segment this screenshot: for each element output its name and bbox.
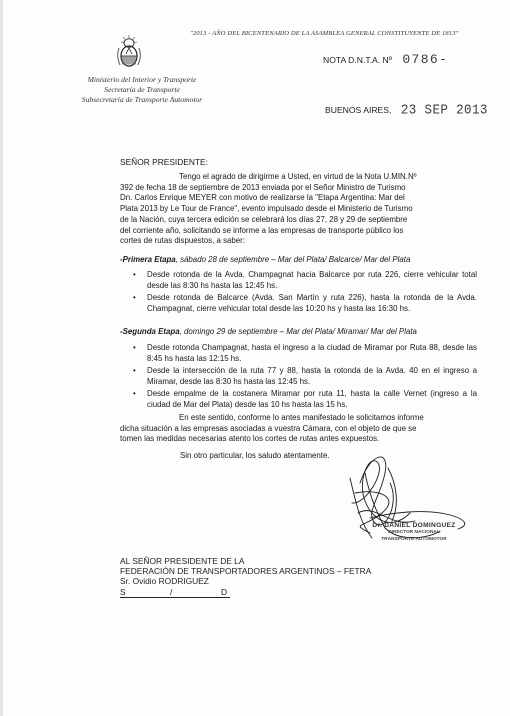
national-coat-of-arms-icon bbox=[114, 34, 144, 70]
list-item-text: Desde rotonda de la Avda. Champagnat hacia Balcarce por ruta 226, cierre vehicular total desde las 8:30 hs hasta las 12:45 hs. bbox=[147, 270, 477, 290]
intro-line: cortes de rutas dispuestos, a saber: bbox=[120, 236, 246, 246]
list-item bbox=[133, 270, 477, 291]
closing-line: dicha situación a las empresas asociadas a vuestra Cámara, con el objeto de que se bbox=[120, 423, 417, 433]
stage-one-title: -Primera Etapa bbox=[120, 255, 176, 264]
intro-line: Tengo el agrado de dirigirme a Usted, en virtud de la Nota U.MIN.Nº bbox=[179, 172, 417, 181]
intro-paragraph bbox=[120, 172, 477, 247]
list-item bbox=[133, 366, 477, 387]
list-item-text: Desde empalme de la costanera Miramar por ruta 11, hasta la calle Vernet (ingreso a la ciudad de Mar del Plata) desde las 10 hs hasta las 15 hs. bbox=[147, 389, 477, 409]
sd-slash: / bbox=[170, 587, 173, 597]
intro-line: del corriente año, solicitando se informe a las empresas de transporte público los bbox=[120, 225, 404, 235]
list-item bbox=[133, 343, 477, 364]
sd-d: D bbox=[221, 587, 228, 597]
recipient-block bbox=[120, 557, 371, 587]
scan-edge bbox=[0, 0, 3, 716]
su-despacho-line bbox=[120, 587, 230, 598]
stage-two-list bbox=[133, 343, 477, 412]
bullet-icon: • bbox=[133, 293, 136, 303]
intro-line: 392 de fecha 18 de septiembre de 2013 enviada por el Señor Ministro de Turismo bbox=[120, 182, 406, 192]
ministry-letterhead bbox=[62, 75, 222, 106]
closing-line: tomen las medidas necesarias atento los cortes de rutas antes expuestos. bbox=[120, 434, 380, 444]
list-item bbox=[133, 389, 477, 410]
date-stamp: 23 SEP 2013 bbox=[400, 102, 488, 118]
intro-line: Plata 2013 by Le Tour de France", evento impulsado desde el Ministerio de Turismo bbox=[120, 204, 413, 214]
closing-paragraph bbox=[120, 413, 477, 445]
ministry-name: Ministerio del Interior y Transporte bbox=[87, 75, 197, 84]
intro-line: de la Nación, cuya tercera edición se celebrará los días 27, 28 y 29 de septiembre bbox=[120, 214, 408, 224]
note-reference bbox=[323, 51, 448, 67]
signatory-department: TRANSPORTE AUTOMOTOR bbox=[381, 537, 447, 542]
closing-line: En este sentido, conforme lo antes manifestado le solicitamos informe bbox=[179, 413, 424, 422]
list-item-text: Desde rotonda Champagnat, hasta el ingreso a la ciudad de Miramar por Ruta 88, desde las 8:45 hs hasta las 12:15 hs. bbox=[147, 343, 477, 363]
stage-one-heading bbox=[120, 255, 410, 264]
recipient-line: AL SEÑOR PRESIDENTE DE LA bbox=[120, 556, 245, 566]
list-item-text: Desde la intersección de la ruta 77 y 88, hasta la rotonda de la Avda. 40 en el ingreso a Miramar, desde las 8:30 hs hasta las 12:45 hs. bbox=[147, 366, 477, 386]
list-item-text: Desde rotonda de Balcarce (Avda. San Martín y ruta 226), hasta la rotonda de la Avda. Champagnat, cierre vehicular total desde las 10:20 hs y hasta las 16:30 hs. bbox=[147, 293, 477, 313]
stage-one-list bbox=[133, 270, 477, 316]
secretariat-name: Secretaría de Transporte bbox=[104, 85, 180, 95]
note-number-stamp: 0786- bbox=[402, 52, 449, 68]
bullet-icon: • bbox=[133, 366, 136, 376]
list-item bbox=[133, 293, 477, 314]
stage-two-heading bbox=[120, 327, 417, 336]
stage-one-detail: , sábado 28 de septiembre – Mar del Plata/ Balcarce/ Mar del Plata bbox=[175, 255, 411, 264]
bullet-icon: • bbox=[133, 270, 136, 279]
sign-off: Sin otro particular, los saludo atentamente. bbox=[180, 451, 330, 460]
salutation: SEÑOR PRESIDENTE: bbox=[120, 157, 208, 167]
recipient-line: Sr. Ovidio RODRIGUEZ bbox=[120, 575, 209, 586]
signatory-title: DIRECTOR NACIONAL bbox=[388, 530, 440, 535]
stage-two-detail: , domingo 29 de septiembre – Mar del Plata/ Miramar/ Mar del Plata bbox=[179, 327, 417, 336]
year-motto: "2013 - AÑO DEL BICENTENARIO DE LA ASAMBLEA GENERAL CONSTITUYENTE DE 1813" bbox=[190, 30, 459, 37]
recipient-line: FEDERACIÓN DE TRANSPORTADORES ARGENTINOS – FETRA bbox=[120, 565, 372, 576]
date-city: BUENOS AIRES, bbox=[325, 105, 392, 115]
bullet-icon: • bbox=[133, 389, 136, 399]
sd-s: S bbox=[120, 587, 126, 597]
date-line bbox=[325, 100, 488, 118]
signatory-stamp bbox=[364, 522, 464, 543]
signatory-name: Dr. DANIEL DOMINGUEZ bbox=[372, 522, 456, 529]
stage-two-title: -Segunda Etapa bbox=[120, 327, 180, 336]
subsecretariat-name: Subsecretaría de Transporte Automotor bbox=[81, 95, 203, 105]
note-label: NOTA D.N.T.A. Nº bbox=[323, 54, 392, 65]
bullet-icon: • bbox=[133, 343, 136, 352]
intro-line: Dn. Carlos Enrique MEYER con motivo de realizarse la "Etapa Argentina: Mar del bbox=[120, 193, 405, 203]
